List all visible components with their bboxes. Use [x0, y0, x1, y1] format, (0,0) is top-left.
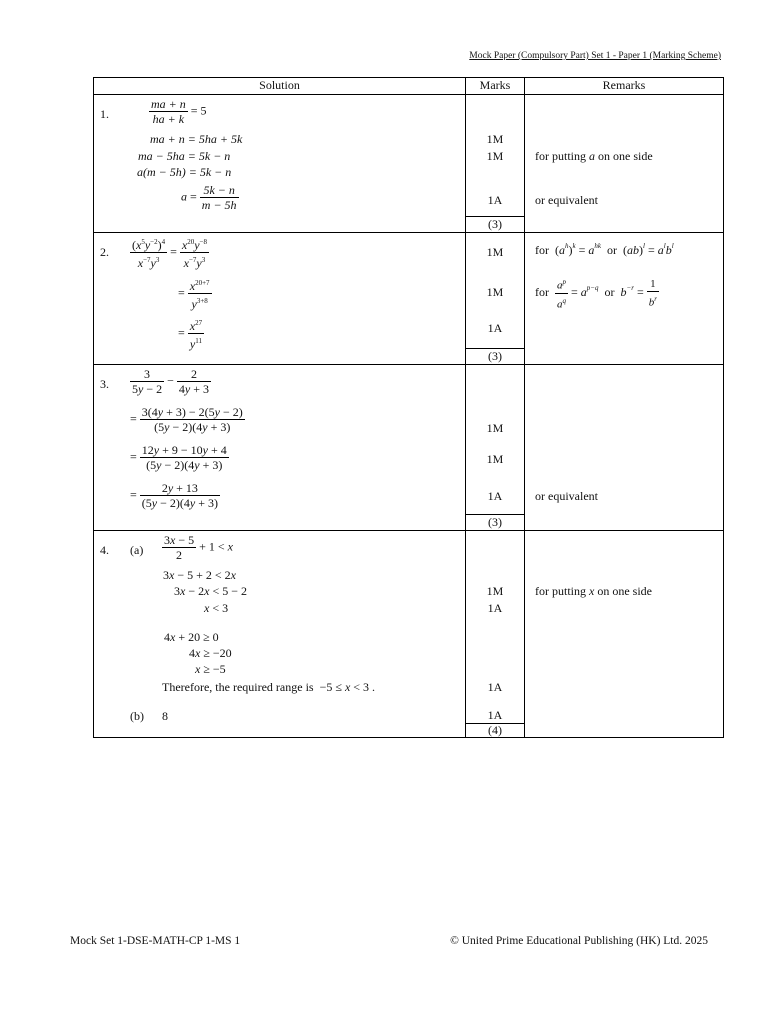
q1-line-1: $\frac{ma + n}{ha + k}$ = 5 [151, 97, 207, 126]
table-row-q1 [94, 95, 724, 233]
q3-line-1: $\frac{3}{5y - 2}$ − $\frac{2}{4y + 3}$ [132, 367, 209, 396]
q3-line-2: = $\frac{3(4y + 3) - 2(5y - 2)}{(5y - 2)(4y + 3)}$ [130, 405, 243, 434]
header-remarks: Remarks [525, 78, 724, 95]
q2-remark-2: for $\frac{a^p}{a^q}$ = $a^{p-q}$ or $b^{-r}$ = $\frac{1}{b^r}$ [535, 275, 659, 311]
q2-subtotal: (3) [466, 348, 524, 364]
table-row-q2 [94, 233, 724, 365]
q4-line-6: 4x ≥ −20 [189, 646, 232, 660]
table-row-q4 [94, 531, 724, 738]
q1-solution [94, 95, 466, 233]
q2-mark-3: 1A [487, 321, 503, 335]
header-marks: Marks [466, 78, 525, 95]
table-row-q3 [94, 365, 724, 531]
q3-remark-1: or equivalent [535, 489, 598, 503]
q4-mark-2: 1A [487, 601, 503, 615]
q1-mark-1: 1M [486, 132, 504, 146]
q3-subtotal: (3) [466, 514, 524, 530]
q4-answer-b: 8 [162, 709, 168, 723]
q1-remark-1: for putting a on one side [535, 149, 653, 163]
q1-marks [466, 95, 525, 233]
q2-mark-1: 1M [486, 245, 504, 259]
q1-remark-2: or equivalent [535, 193, 598, 207]
q2-line-3: = $\frac{x^{27}}{y^{11}}$ [178, 316, 204, 351]
q4-remark-1: for putting x on one side [535, 584, 652, 598]
q2-solution [94, 233, 466, 365]
q4-mark-1: 1M [486, 584, 504, 598]
header-solution: Solution [94, 78, 466, 95]
q4-line-8: Therefore, the required range is −5 ≤ x < 3 . [162, 680, 376, 694]
q2-marks [466, 233, 525, 365]
q4-mark-4: 1A [487, 708, 503, 722]
q1-line-5: a = $\frac{5k - n}{m - 5h}$ [181, 183, 237, 212]
q1-line-4: a(m − 5h) = 5k − n [137, 165, 232, 179]
q1-mark-2: 1M [486, 149, 504, 163]
q3-solution [94, 365, 466, 531]
q2-line-1: $\frac{(x^5y^{-2})^4}{x^{-7}y^3}$ = $\frac{x^{20}y^{-8}}{x^{-7}y^3}$ [130, 235, 209, 270]
q1-number: 1. [100, 107, 109, 121]
q4-line-2: 3x − 5 + 2 < 2x [163, 568, 236, 582]
q1-remarks [525, 95, 724, 233]
q3-number: 3. [100, 377, 109, 391]
q4-solution [94, 531, 466, 738]
q3-remarks [525, 365, 724, 531]
q4-line-1: $\frac{3x - 5}{2}$ + 1 < x [164, 533, 233, 562]
q1-line-3: ma − 5ha = 5k − n [138, 149, 231, 163]
q4-part-a: (a) [130, 543, 144, 557]
q2-mark-2: 1M [486, 285, 504, 299]
q4-subtotal: (4) [466, 723, 524, 737]
page-header: Mock Paper (Compulsory Part) Set 1 - Paper 1 (Marking Scheme) [469, 51, 721, 61]
footer-right: © United Prime Educational Publishing (HK) Ltd. 2025 [450, 935, 708, 947]
q3-line-4: = $\frac{2y + 13}{(5y - 2)(4y + 3)}$ [130, 481, 218, 510]
q4-marks [466, 531, 525, 738]
q2-remark-1: for $(a^h)^k = a^{hk}$ or $(ab)^l = a^lb^l$ [535, 242, 674, 257]
q4-remarks [525, 531, 724, 738]
q4-line-4: x < 3 [204, 601, 229, 615]
table-header-row [94, 78, 724, 95]
q1-mark-3: 1A [487, 193, 503, 207]
q3-line-3: = $\frac{12y + 9 - 10y + 4}{(5y - 2)(4y + 3)}$ [130, 443, 227, 472]
q4-line-5: 4x + 20 ≥ 0 [164, 630, 219, 644]
q3-mark-2: 1M [486, 452, 504, 466]
q2-remarks [525, 233, 724, 365]
q1-subtotal: (3) [466, 216, 524, 232]
marking-scheme-table [93, 77, 724, 738]
q3-marks [466, 365, 525, 531]
q4-number: 4. [100, 543, 109, 557]
q1-line-2: ma + n = 5ha + 5k [150, 132, 243, 146]
q3-mark-1: 1M [486, 421, 504, 435]
q4-line-7: x ≥ −5 [195, 662, 226, 676]
q4-mark-3: 1A [487, 680, 503, 694]
q2-line-2: = $\frac{x^{20+7}}{y^{3+8}}$ [178, 276, 212, 311]
q2-number: 2. [100, 245, 109, 259]
q4-part-b: (b) [130, 709, 144, 723]
q4-line-3: 3x − 2x < 5 − 2 [174, 584, 247, 598]
footer-left: Mock Set 1-DSE-MATH-CP 1-MS 1 [70, 935, 241, 947]
q3-mark-3: 1A [487, 489, 503, 503]
